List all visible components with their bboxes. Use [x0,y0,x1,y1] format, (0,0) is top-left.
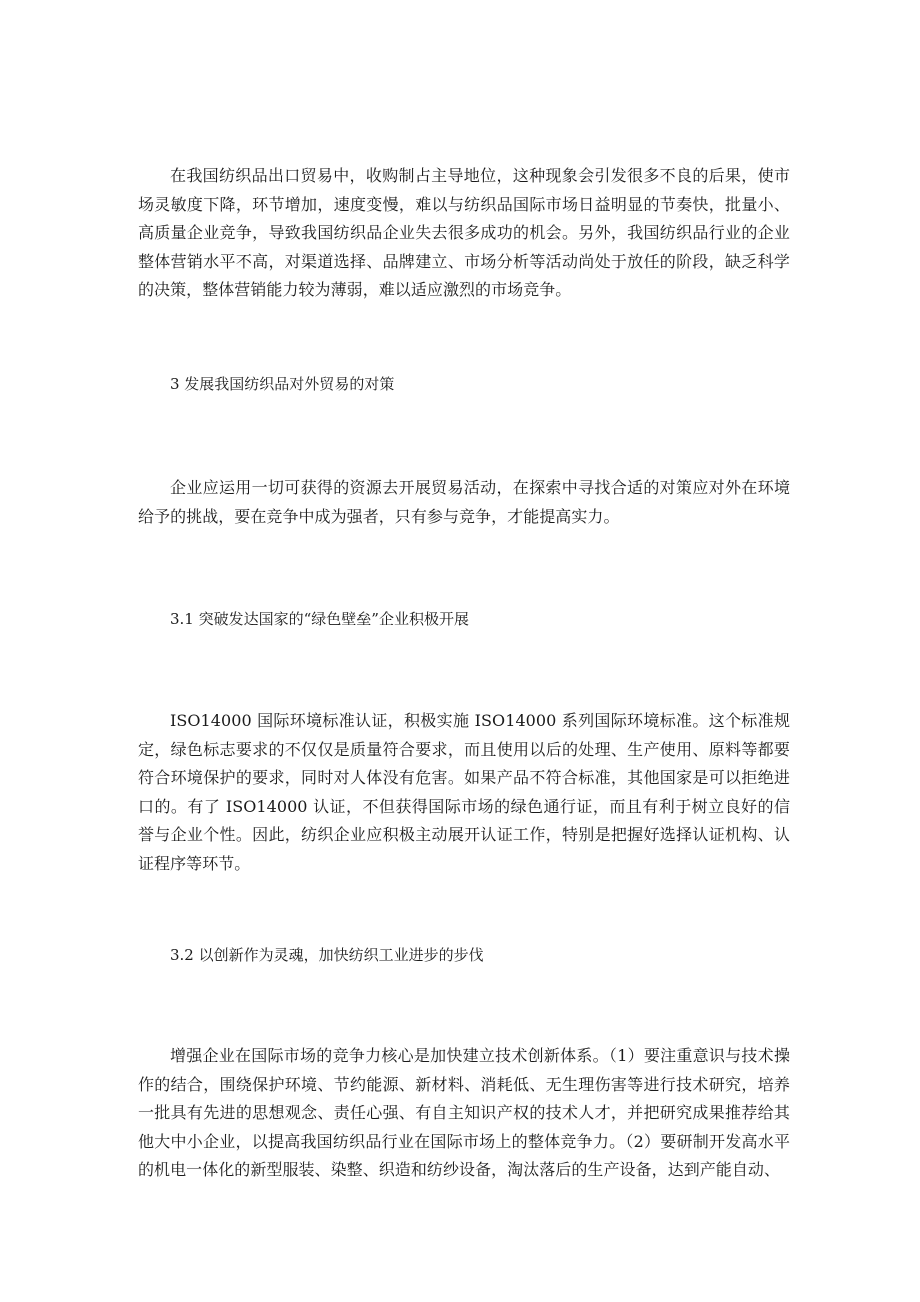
paragraph-innovation: 增强企业在国际市场的竞争力核心是加快建立技术创新体系。（1）要注重意识与技术操作的结合，围绕保护环境、节约能源、新材料、消耗低、无生理伤害等进行技术研究，培养一批具有先进的思想观念、责任心强、有自主知识产权的技术人才，并把研究成果推荐给其他大中小企业，以提高我国纺织品行业在国际市场上的整体竞争力。（2）要研制开发高水平的机电一体化的新型服装、染整、织造和纺纱设备，淘汰落后的生产设备，达到产能自动、 [138,1046,790,1180]
section-heading-3-2: 3.2 以创新作为灵魂，加快纺织工业进步的步伐 [170,946,484,964]
section-heading-3: 3 发展我国纺织品对外贸易的对策 [170,375,395,393]
paragraph-export-trade-issues: 在我国纺织品出口贸易中，收购制占主导地位，这种现象会引发很多不良的后果，使市场灵敏度下降，环节增加，速度变慢，难以与纺织品国际市场日益明显的节奏快，批量小、高质量企业竞争，导致我国纺织品企业失去很多成功的机会。另外，我国纺织品行业的企业整体营销水平不高，对渠道选择、品牌建立、市场分析等活动尚处于放任的阶段，缺乏科学的决策，整体营销能力较为薄弱，难以适应激烈的市场竞争。 [138,166,790,300]
section-heading-3-1: 3.1 突破发达国家的“绿色壁垒”企业积极开展 [170,610,469,628]
paragraph-iso14000: ISO14000 国际环境标准认证，积极实施 ISO14000 系列国际环境标准。这个标准规定，绿色标志要求的不仅仅是质量符合要求，而且使用以后的处理、生产使用、原料等都要符合环境保护的要求，同时对人体没有危害。如果产品不符合标准，其他国家是可以拒绝进口的。有了 ISO14000 认证，不但获得国际市场的绿色通行证，而且有利于树立良好的信誉与企业个性。因此，纺织企业应积极主动展开认证工作，特别是把握好选择认证机构、认证程序等环节。 [138,711,790,873]
paragraph-section-3-intro: 企业应运用一切可获得的资源去开展贸易活动，在探索中寻找合适的对策应对外在环境给予的挑战，要在竞争中成为强者，只有参与竞争，才能提高实力。 [138,478,790,526]
